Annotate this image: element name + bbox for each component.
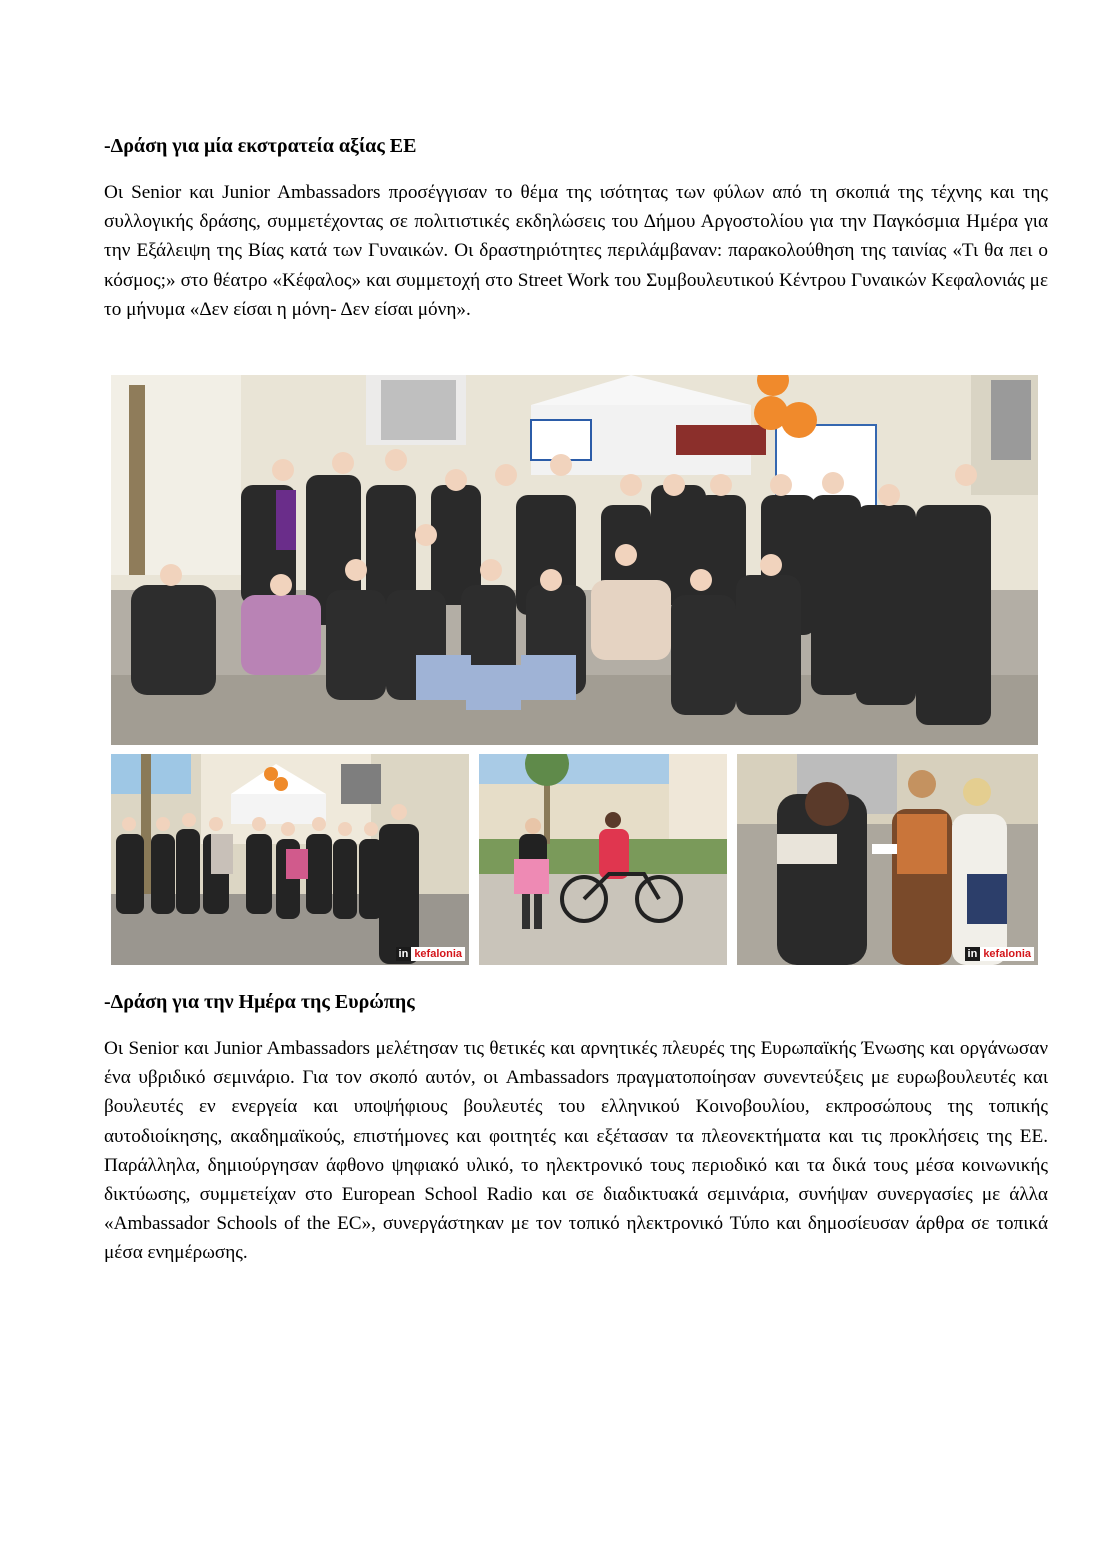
section1-heading: -Δράση για μία εκστρατεία αξίας ΕΕ (104, 135, 417, 157)
inkefalonia-logo: in kefalonia (396, 947, 465, 961)
section1-paragraph: Οι Senior και Junior Ambassadors προσέγγισαν το θέμα της ισότητας των φύλων από τη σκοπιά της τέχνης και της συλλογικής δράσης, συμμετέχοντας σε πολιτιστικές εκδηλώσεις του Δήμου Αργοστολίου για την Παγκόσμια Ημέρα για την Εξάλειψη της Βίας κατά των Γυναικών. Οι δραστηριότητες περιλάμβαναν: παρακολούθηση της ταινίας «Τι θα πει ο κόσμος;» στο θέατρο «Κέφαλος» και συμμετοχή στο Street Work του Συμβουλευτικού Κέντρου Γυναικών Κεφαλονιάς με το μήνυμα «Δεν είσαι η μόνη- Δεν είσαι μόνη». (104, 182, 1048, 320)
group-photo (111, 375, 1038, 745)
section2-heading: -Δράση για την Ημέρα της Ευρώπης (104, 991, 415, 1013)
leaflet-photo (737, 754, 1038, 965)
police-group-photo (111, 754, 469, 965)
bicycle-photo (479, 754, 727, 965)
section2-paragraph: Οι Senior και Junior Ambassadors μελέτησαν τις θετικές και αρνητικές πλευρές της Ευρωπαϊκής Ένωσης και οργάνωσαν ένα υβριδικό σεμινάριο. Για τον σκοπό αυτόν, οι Ambassadors πραγματοποίησαν συνεντεύξεις με ευρωβουλευτές και βουλευτές εν ενεργεία και υποψήφιους βουλευτές του ελληνικού Κοινοβουλίου, εκπροσώπους της τοπικής αυτοδιοίκησης, ακαδημαϊκούς, επιστήμονες και φοιτητές και εξέτασαν τα πλεονεκτήματα και τις προκλήσεις της ΕΕ. Παράλληλα, δημιούργησαν άφθονο ψηφιακό υλικό, το ηλεκτρονικό τους περιοδικό και τα δικά τους μέσα κοινωνικής δικτύωσης, συμμετείχαν στο European School Radio και σε διαδικτυακά σεμινάρια, συνήψαν συνεργασίες με άλλα «Ambassador Schools of the EC», συνεργάστηκαν με τον τοπικό ηλεκτρονικό Τύπο και δημοσίευσαν άρθρα σε τοπικά μέσα ενημέρωσης. (104, 1038, 1048, 1264)
inkefalonia-logo-2: in kefalonia (965, 947, 1034, 961)
